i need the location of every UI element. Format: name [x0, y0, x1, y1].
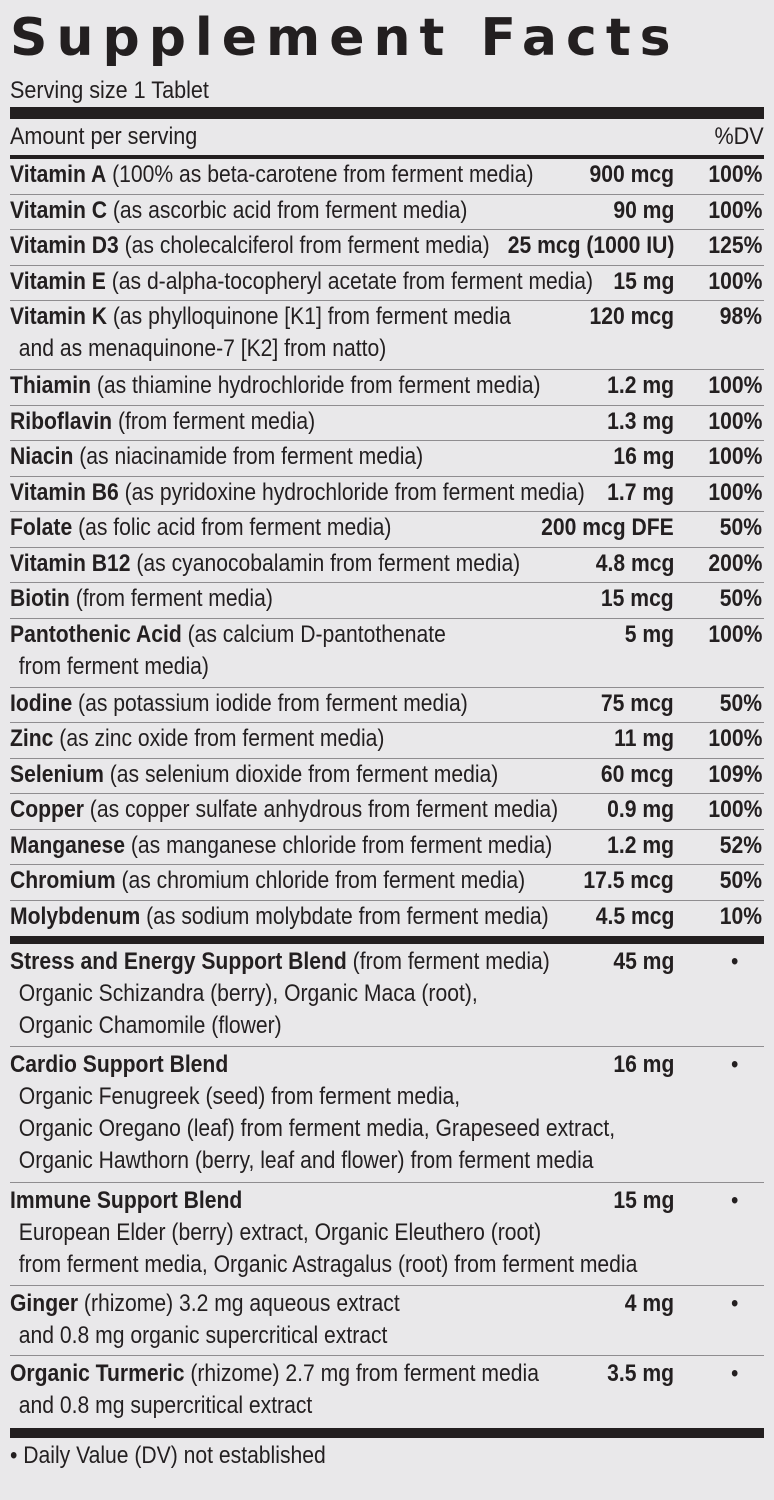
blend-amount: 16 mg — [612, 1051, 674, 1078]
nutrient-line — [10, 477, 674, 509]
blend-line — [10, 946, 674, 978]
nutrient-name: Pantothenic Acid — [10, 620, 182, 648]
blend-name: Ginger — [10, 1290, 79, 1317]
nutrient-detail: (as cyanocobalamin from ferment media) — [130, 549, 521, 577]
blend-row — [10, 1183, 764, 1286]
nutrient-amount: 1.3 mg — [607, 407, 674, 435]
nutrient-line — [10, 619, 674, 651]
nutrient-amount: 15 mcg — [601, 585, 674, 612]
blend-ingredients: Organic Oregano (leaf) from ferment media, Grapeseed extract, — [18, 1115, 616, 1142]
nutrient-row — [10, 723, 764, 759]
nutrient-dv: 50% — [719, 585, 762, 612]
nutrient-name: Vitamin B12 — [10, 549, 131, 577]
nutrient-line — [10, 723, 674, 755]
nutrient-detail: (as d-alpha-tocopheryl acetate from ferment media) — [105, 267, 594, 295]
divider-thick — [10, 936, 764, 944]
nutrient-name: Vitamin E — [10, 267, 106, 295]
nutrient-dv: 100% — [707, 267, 762, 295]
nutrient-dv: 50% — [719, 689, 762, 717]
blend-ingredients: and 0.8 mg organic supercritical extract — [18, 1322, 388, 1349]
nutrient-amount: 11 mg — [614, 725, 674, 752]
nutrient-detail: (as ascorbic acid from ferment media) — [107, 196, 468, 224]
nutrient-dv: 100% — [707, 196, 762, 224]
nutrient-line — [10, 441, 674, 473]
nutrient-line — [10, 865, 674, 897]
nutrient-row — [10, 159, 764, 195]
nutrient-line — [10, 583, 674, 615]
amount-per-serving-header — [10, 119, 764, 155]
nutrient-dv: 100% — [707, 725, 762, 752]
nutrient-detail: (as selenium dioxide from ferment media) — [103, 760, 499, 788]
nutrient-detail: (as thiamine hydrochloride from ferment media) — [90, 372, 541, 399]
nutrient-row — [10, 548, 764, 584]
blend-amount: 45 mg — [612, 948, 674, 975]
nutrient-dv: 100% — [707, 161, 762, 188]
blend-ingredients: Organic Hawthorn (berry, leaf and flower) from ferment media — [18, 1147, 594, 1174]
serving-size: Serving size 1 Tablet — [10, 77, 209, 104]
nutrient-line — [10, 794, 674, 826]
nutrient-row — [10, 619, 764, 688]
nutrient-detail-continued: from ferment media) — [18, 652, 209, 680]
nutrient-dv: 98% — [719, 303, 762, 330]
blend-dv: • — [730, 1051, 738, 1078]
nutrient-name: Folate — [10, 514, 73, 541]
nutrient-line — [10, 266, 674, 298]
nutrient-amount: 1.2 mg — [607, 372, 674, 399]
footnote: • Daily Value (DV) not established — [10, 1442, 326, 1469]
divider-thick — [10, 1428, 764, 1438]
nutrient-line — [10, 688, 674, 720]
nutrient-detail: (as calcium D-pantothenate — [181, 620, 446, 648]
blend-detail: (rhizome) 3.2 mg aqueous extract — [78, 1290, 400, 1317]
nutrient-amount: 1.7 mg — [607, 478, 674, 506]
nutrient-amount: 17.5 mcg — [583, 867, 674, 894]
nutrient-amount: 4.5 mcg — [595, 902, 674, 930]
nutrient-amount: 5 mg — [624, 620, 674, 648]
nutrient-row — [10, 794, 764, 830]
blend-line — [10, 1358, 674, 1390]
nutrient-detail: (as niacinamide from ferment media) — [73, 443, 424, 470]
nutrient-amount: 200 mcg DFE — [541, 514, 674, 541]
nutrient-amount: 0.9 mg — [607, 796, 674, 823]
blend-name: Immune Support Blend — [10, 1187, 243, 1214]
nutrient-detail-continued: and as menaquinone-7 [K2] from natto) — [18, 335, 387, 362]
nutrient-detail: (100% as beta-carotene from ferment media) — [106, 161, 534, 188]
nutrient-detail: (as phylloquinone [K1] from ferment media — [107, 303, 511, 330]
nutrient-line — [10, 548, 674, 580]
nutrient-detail: (from ferment media) — [112, 407, 316, 435]
nutrient-detail: (as zinc oxide from ferment media) — [53, 725, 385, 752]
nutrient-row — [10, 266, 764, 302]
nutrient-detail: (as sodium molybdate from ferment media) — [140, 902, 549, 930]
nutrient-amount: 900 mcg — [589, 161, 674, 188]
nutrient-amount: 1.2 mg — [607, 831, 674, 859]
nutrient-name: Vitamin C — [10, 196, 108, 224]
nutrient-dv: 50% — [719, 867, 762, 894]
blend-detail: (rhizome) 2.7 mg from ferment media — [184, 1360, 539, 1387]
nutrient-detail: (from ferment media) — [69, 585, 273, 612]
blend-line — [10, 1185, 674, 1217]
nutrient-dv: 100% — [707, 407, 762, 435]
blend-dv: • — [730, 1290, 738, 1317]
nutrient-dv: 100% — [707, 620, 762, 648]
blend-detail: (from ferment media) — [346, 948, 550, 975]
nutrient-name: Vitamin B6 — [10, 478, 119, 506]
divider-thick — [10, 107, 764, 119]
nutrient-amount: 60 mcg — [601, 760, 674, 788]
nutrient-name: Vitamin D3 — [10, 232, 119, 259]
blend-list — [10, 944, 764, 1426]
nutrient-row — [10, 759, 764, 795]
nutrient-amount: 75 mcg — [601, 689, 674, 717]
nutrient-line — [10, 830, 674, 862]
panel-title: Supplement Facts — [10, 8, 680, 68]
blend-row — [10, 944, 764, 1047]
blend-name: Organic Turmeric — [10, 1360, 185, 1387]
nutrient-row — [10, 512, 764, 548]
nutrient-dv: 125% — [707, 232, 762, 259]
nutrient-row — [10, 195, 764, 231]
nutrient-row — [10, 441, 764, 477]
blend-dv: • — [730, 1360, 738, 1387]
nutrient-amount: 15 mg — [612, 267, 674, 295]
nutrient-amount: 16 mg — [612, 443, 674, 470]
nutrient-amount: 90 mg — [612, 196, 674, 224]
nutrient-name: Chromium — [10, 867, 116, 894]
blend-ingredients: from ferment media, Organic Astragalus (root) from ferment media — [18, 1251, 638, 1278]
nutrient-name: Zinc — [10, 725, 54, 752]
nutrient-dv: 52% — [719, 831, 762, 859]
nutrient-amount: 4.8 mcg — [595, 549, 674, 577]
nutrient-line — [10, 759, 674, 791]
nutrient-name: Molybdenum — [10, 902, 141, 930]
blend-row — [10, 1286, 764, 1356]
nutrient-line — [10, 370, 674, 402]
nutrient-name: Biotin — [10, 585, 70, 612]
nutrient-dv: 100% — [707, 372, 762, 399]
dv-header-label: %DV — [714, 123, 764, 150]
blend-ingredients: Organic Fenugreek (seed) from ferment media, — [18, 1083, 461, 1110]
blend-ingredients: Organic Schizandra (berry), Organic Maca (root), — [18, 980, 478, 1007]
blend-amount: 3.5 mg — [607, 1360, 674, 1387]
blend-amount: 15 mg — [612, 1187, 674, 1214]
blend-line — [10, 1049, 674, 1081]
nutrient-row — [10, 830, 764, 866]
blend-name: Stress and Energy Support Blend — [10, 948, 347, 975]
blend-line — [10, 1288, 674, 1320]
nutrient-dv: 100% — [707, 443, 762, 470]
nutrient-name: Vitamin A — [10, 161, 107, 188]
nutrient-name: Iodine — [10, 689, 73, 717]
nutrient-name: Selenium — [10, 760, 104, 788]
nutrient-name: Copper — [10, 796, 84, 823]
nutrient-list — [10, 159, 764, 936]
nutrient-name: Thiamin — [10, 372, 91, 399]
nutrient-detail: (as folic acid from ferment media) — [72, 514, 392, 541]
nutrient-row — [10, 688, 764, 724]
amount-per-serving-label: Amount per serving — [10, 123, 198, 150]
nutrient-row — [10, 901, 764, 937]
blend-row — [10, 1047, 764, 1183]
blend-dv: • — [730, 1187, 738, 1214]
nutrient-detail: (as potassium iodide from ferment media) — [72, 689, 468, 717]
nutrient-name: Vitamin K — [10, 303, 108, 330]
blend-dv: • — [730, 948, 738, 975]
nutrient-dv: 200% — [707, 549, 762, 577]
nutrient-row — [10, 230, 764, 266]
blend-row — [10, 1356, 764, 1426]
nutrient-row — [10, 583, 764, 619]
nutrient-line — [10, 195, 674, 227]
blend-ingredients: and 0.8 mg supercritical extract — [18, 1392, 313, 1419]
nutrient-detail: (as manganese chloride from ferment media) — [125, 831, 553, 859]
nutrient-name: Riboflavin — [10, 407, 113, 435]
nutrient-name: Niacin — [10, 443, 74, 470]
nutrient-row — [10, 865, 764, 901]
nutrient-amount: 25 mcg (1000 IU) — [507, 232, 674, 259]
blend-ingredients: European Elder (berry) extract, Organic Eleuthero (root) — [18, 1219, 542, 1246]
nutrient-line — [10, 159, 674, 191]
nutrient-line — [10, 901, 674, 933]
nutrient-dv: 109% — [707, 760, 762, 788]
nutrient-detail: (as cholecalciferol from ferment media) — [118, 232, 490, 259]
nutrient-name: Manganese — [10, 831, 126, 859]
nutrient-row — [10, 406, 764, 442]
nutrient-dv: 100% — [707, 478, 762, 506]
nutrient-detail: (as chromium chloride from ferment media) — [115, 867, 526, 894]
nutrient-detail: (as copper sulfate anhydrous from ferment media) — [83, 796, 559, 823]
blend-amount: 4 mg — [624, 1290, 674, 1317]
nutrient-amount: 120 mcg — [589, 303, 674, 330]
blend-ingredients: Organic Chamomile (flower) — [18, 1012, 282, 1039]
nutrient-dv: 100% — [707, 796, 762, 823]
nutrient-row — [10, 301, 764, 370]
nutrient-dv: 50% — [719, 514, 762, 541]
nutrient-row — [10, 370, 764, 406]
nutrient-row — [10, 477, 764, 513]
nutrient-line — [10, 301, 674, 333]
nutrient-dv: 10% — [719, 902, 762, 930]
nutrient-line — [10, 406, 674, 438]
blend-name: Cardio Support Blend — [10, 1051, 229, 1078]
nutrient-detail: (as pyridoxine hydrochloride from ferment media) — [118, 478, 585, 506]
